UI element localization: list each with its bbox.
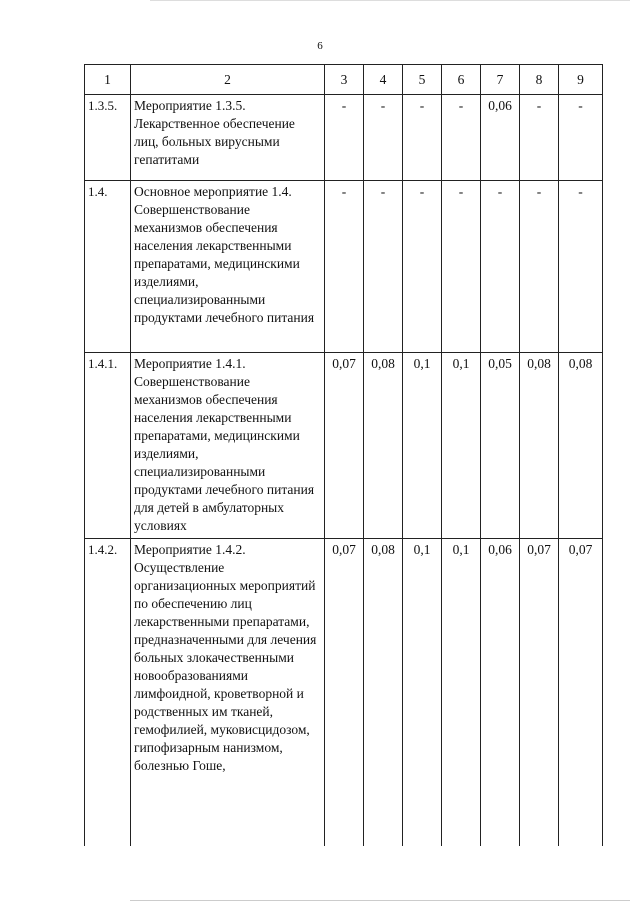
value-cell: 0,1 bbox=[403, 353, 442, 539]
header-cell: 9 bbox=[559, 65, 603, 95]
header-cell: 4 bbox=[364, 65, 403, 95]
value-cell: - bbox=[325, 95, 364, 181]
table-row bbox=[85, 539, 603, 847]
header-cell: 3 bbox=[325, 65, 364, 95]
header-cell: 5 bbox=[403, 65, 442, 95]
value-cell: - bbox=[364, 95, 403, 181]
value-cell: 0,08 bbox=[520, 353, 559, 539]
value-cell: - bbox=[559, 95, 603, 181]
data-table bbox=[84, 64, 603, 846]
header-cell: 1 bbox=[85, 65, 131, 95]
value-cell: 0,08 bbox=[364, 539, 403, 847]
row-code: 1.4.1. bbox=[85, 353, 131, 539]
value-cell: 0,05 bbox=[481, 353, 520, 539]
value-cell: - bbox=[442, 181, 481, 353]
value-cell: 0,07 bbox=[325, 353, 364, 539]
header-cell: 8 bbox=[520, 65, 559, 95]
scan-bottom-edge bbox=[130, 900, 630, 901]
page-number: 6 bbox=[317, 40, 323, 52]
value-cell: 0,1 bbox=[442, 353, 481, 539]
scan-top-edge bbox=[150, 0, 630, 1]
value-cell: - bbox=[442, 95, 481, 181]
row-code: 1.4.2. bbox=[85, 539, 131, 847]
row-description: Мероприятие 1.3.5. Лекарственное обеспечение лиц, больных вирусными гепатитами bbox=[131, 95, 325, 181]
table-row bbox=[85, 95, 603, 181]
header-cell: 7 bbox=[481, 65, 520, 95]
value-cell: - bbox=[403, 95, 442, 181]
row-code: 1.3.5. bbox=[85, 95, 131, 181]
value-cell: - bbox=[403, 181, 442, 353]
value-cell: - bbox=[559, 181, 603, 353]
row-description: Мероприятие 1.4.1. Совершенствование механизмов обеспечения населения лекарственными препаратами, медицинскими изделиями, специализированными продуктами лечебного питания для детей в амбулаторных условиях bbox=[131, 353, 325, 539]
value-cell: 0,06 bbox=[481, 539, 520, 847]
value-cell: 0,08 bbox=[559, 353, 603, 539]
value-cell: 0,07 bbox=[520, 539, 559, 847]
row-description: Основное мероприятие 1.4. Совершенствование механизмов обеспечения населения лекарственными препаратами, медицинскими изделиями, специализированными продуктами лечебного питания bbox=[131, 181, 325, 353]
header-cell: 6 bbox=[442, 65, 481, 95]
value-cell: - bbox=[325, 181, 364, 353]
value-cell: 0,07 bbox=[559, 539, 603, 847]
value-cell: 0,1 bbox=[403, 539, 442, 847]
value-cell: - bbox=[520, 95, 559, 181]
value-cell: 0,06 bbox=[481, 95, 520, 181]
table-row bbox=[85, 181, 603, 353]
value-cell: - bbox=[481, 181, 520, 353]
value-cell: - bbox=[520, 181, 559, 353]
value-cell: 0,1 bbox=[442, 539, 481, 847]
value-cell: - bbox=[364, 181, 403, 353]
value-cell: 0,07 bbox=[325, 539, 364, 847]
table-header-row bbox=[85, 65, 603, 95]
header-cell: 2 bbox=[131, 65, 325, 95]
table-row bbox=[85, 353, 603, 539]
row-code: 1.4. bbox=[85, 181, 131, 353]
value-cell: 0,08 bbox=[364, 353, 403, 539]
row-description: Мероприятие 1.4.2. Осуществление организационных мероприятий по обеспечению лиц лекарственными препаратами, предназначенными для лечения больных злокачественными новообразованиями лимфоидной, кроветворной и родственных им тканей, гемофилией, муковисцидозом, гипофизарным нанизмом, болезнью Гоше, bbox=[131, 539, 325, 847]
